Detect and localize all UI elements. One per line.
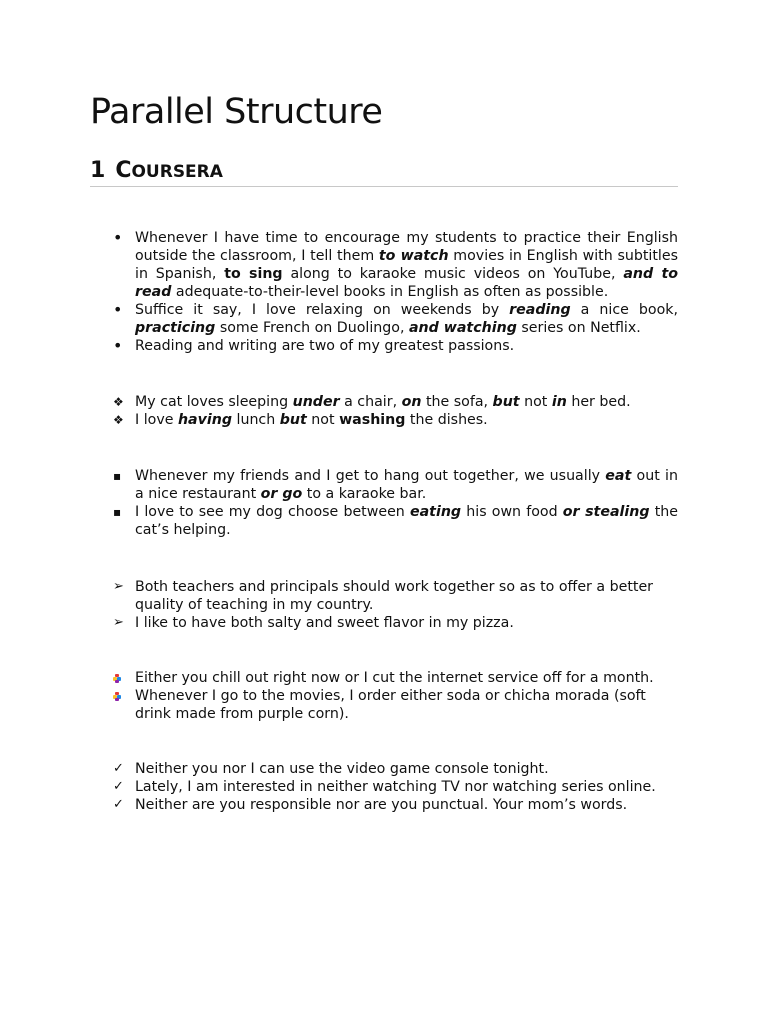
emphasized-text: or stealing <box>562 504 650 520</box>
document-title: Parallel Structure <box>90 92 383 132</box>
text-run: Reading and writing are two of my greatest passions. <box>135 338 515 354</box>
emphasized-text: but <box>492 394 520 410</box>
bold-text: washing <box>339 412 406 428</box>
text-run: I love to see my dog choose between <box>135 504 410 520</box>
emphasized-text: and to read <box>135 266 678 300</box>
disc-bullet-icon <box>113 301 129 321</box>
emphasis <box>135 320 215 336</box>
text-run: the sofa, <box>421 394 493 410</box>
emphasis <box>509 302 570 318</box>
text-run: Either you chill out right now or I cut the internet service off for a month. <box>135 670 654 686</box>
check-bullet-icon <box>113 796 129 814</box>
list-item <box>113 337 678 355</box>
check-bullet-list <box>113 760 678 814</box>
text-run: his own food <box>461 504 563 520</box>
emphasized-text: eating <box>409 504 462 520</box>
text-run: My cat loves sleeping <box>135 394 293 410</box>
emphasized-text: on <box>401 394 422 410</box>
list-item <box>113 614 678 632</box>
text-run: Both teachers and principals should work together so as to offer a better quality of teaching in my country. <box>135 579 654 613</box>
list-item <box>113 393 678 411</box>
text-run: Suffice it say, I love relaxing on weekends by <box>135 302 510 318</box>
section-heading <box>90 158 678 187</box>
section-number: 1 <box>90 158 106 183</box>
text-run: series on Netflix. <box>516 320 641 336</box>
list-item <box>113 760 678 778</box>
list-item <box>113 796 678 814</box>
emphasis <box>261 486 303 502</box>
emphasized-text: or go <box>260 486 303 502</box>
list-item <box>113 467 678 503</box>
text-run: some French on Duolingo, <box>215 320 409 336</box>
emphasis <box>563 504 650 520</box>
emphasized-text: to watch <box>378 248 449 264</box>
text-run: lunch <box>232 412 280 428</box>
emphasis <box>293 394 340 410</box>
text-run: the cat’s helping. <box>135 504 678 538</box>
text-run: out in a nice restaurant <box>135 468 678 502</box>
square-bullet-icon <box>113 467 129 486</box>
emphasized-text: under <box>292 394 340 410</box>
text-run: along to karaoke music videos on YouTube, <box>282 266 624 282</box>
emphasized-text: in <box>551 394 567 410</box>
emphasized-text: but <box>279 412 307 428</box>
text-run: I love <box>135 412 178 428</box>
picture-bullet-icon <box>113 692 121 701</box>
bold-text: to sing <box>224 266 283 282</box>
text-run: I like to have both salty and sweet flavor in my pizza. <box>135 615 514 631</box>
emphasized-text: eat <box>605 468 632 484</box>
emphasized-text: practicing <box>135 320 216 336</box>
emphasis <box>605 468 631 484</box>
text-run: a chair, <box>339 394 402 410</box>
emphasis <box>379 248 449 264</box>
list-item <box>113 687 678 723</box>
check-bullet-icon <box>113 760 129 778</box>
section-title-rest: OURSERA <box>131 162 223 182</box>
emphasis <box>410 504 461 520</box>
emphasized-text: having <box>177 412 232 428</box>
text-run: a nice book, <box>570 302 678 318</box>
text-run: Whenever I have time to encourage my students to practice their English outside the classroom, I tell them <box>135 230 678 264</box>
text-run: Lately, I am interested in neither watching TV nor watching series online. <box>135 779 656 795</box>
disc-bullet-icon <box>113 229 129 249</box>
disc-bullet-icon <box>113 337 129 357</box>
text-run: to a karaoke bar. <box>302 486 427 502</box>
emphasis <box>402 394 422 410</box>
text-run: her bed. <box>566 394 631 410</box>
section-title-initial: C <box>115 158 132 183</box>
diamond-bullet-icon <box>113 393 129 412</box>
emphasized-text: reading <box>509 302 571 318</box>
arrow-bullet-list <box>113 578 678 632</box>
text-run: not <box>519 394 552 410</box>
text-run: Whenever I go to the movies, I order either soda or chicha morada (soft drink made from purple corn). <box>135 688 646 722</box>
emphasis <box>280 412 307 428</box>
text-run: movies in English with subtitles in Spanish, <box>135 248 678 282</box>
picture-bullet-list <box>113 669 678 723</box>
text-run: not <box>306 412 340 428</box>
list-item <box>113 503 678 539</box>
list-item <box>113 411 678 429</box>
arrow-bullet-icon <box>113 614 129 632</box>
emphasis <box>552 394 567 410</box>
list-item <box>113 578 678 614</box>
emphasis <box>493 394 520 410</box>
diamond-bullet-list <box>113 393 678 429</box>
emphasis <box>178 412 232 428</box>
text-run: Neither you nor I can use the video game console tonight. <box>135 761 549 777</box>
list-item <box>113 229 678 301</box>
list-item <box>113 669 678 687</box>
square-bullet-icon <box>113 503 129 522</box>
text-run: Neither are you responsible nor are you punctual. Your mom’s words. <box>135 797 628 813</box>
check-bullet-icon <box>113 778 129 796</box>
text-run: the dishes. <box>405 412 488 428</box>
picture-bullet-icon <box>113 674 121 683</box>
square-bullet-list <box>113 467 678 539</box>
text-run: Whenever my friends and I get to hang out together, we usually <box>135 468 606 484</box>
arrow-bullet-icon <box>113 578 129 596</box>
diamond-bullet-icon <box>113 411 129 430</box>
list-item <box>113 778 678 796</box>
list-item <box>113 301 678 337</box>
text-run: adequate-to-their-level books in English as often as possible. <box>171 284 609 300</box>
emphasized-text: and watching <box>408 320 517 336</box>
emphasis <box>409 320 517 336</box>
disc-bullet-list <box>113 229 678 355</box>
